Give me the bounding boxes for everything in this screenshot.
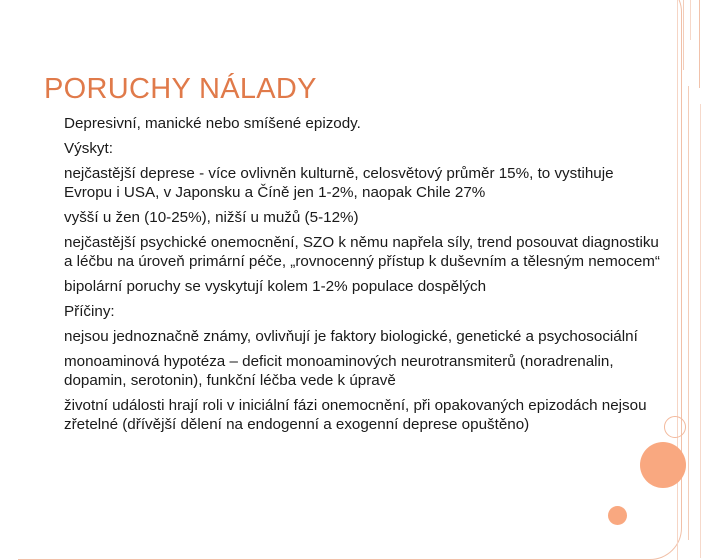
paragraph-monoamine-hypothesis: monoaminová hypotéza – deficit monoaminových neurotransmiterů (noradrenalin, dopamin, serotonin), funkční léčba vede k úpravě [64, 353, 614, 389]
paragraph-causes-heading: Příčiny: [64, 303, 115, 320]
decorative-circle-large [640, 442, 686, 488]
decorative-band [700, 104, 701, 558]
decorative-line [690, 0, 691, 40]
paragraph-gender-prevalence: vyšší u žen (10-25%), nižší u mužů (5-12%) [64, 209, 359, 226]
paragraph-episodes: Depresivní, manické nebo smíšené epizody. [64, 115, 361, 132]
slide-title: PORUCHY NÁLADY [44, 73, 317, 105]
paragraph-depression-prevalence: nejčastější deprese - více ovlivněn kulturně, celosvětový průměr 15%, to vystihuje Evropu i USA, v Japonsku a Číně jen 1-2%, naopak Chile 27% [64, 165, 614, 201]
decorative-ring-circle [664, 416, 686, 438]
paragraph-life-events: životní události hrají roli v iniciální fázi onemocnění, při opakovaných epizodách nejsou zřetelné (dřívější dělení na endogenní a exogenní deprese opuštěno) [64, 397, 647, 433]
decorative-circle-small [608, 506, 627, 525]
decorative-line [699, 0, 700, 88]
paragraph-causes-factors: nejsou jednoznačně známy, ovlivňují je faktory biologické, genetické a psychosociální [64, 328, 638, 345]
decorative-band [688, 86, 689, 540]
paragraph-occurrence-heading: Výskyt: [64, 140, 113, 157]
slide-body [64, 114, 664, 440]
decorative-line [683, 0, 684, 70]
paragraph-who-focus: nejčastější psychické onemocnění, SZO k němu napřela síly, trend posouvat diagnostiku a léčbu na úroveň primární péče, „rovnocenný přístup k duševním a tělesným nemocem“ [64, 234, 660, 270]
paragraph-bipolar-prevalence: bipolární poruchy se vyskytují kolem 1-2% populace dospělých [64, 278, 487, 295]
